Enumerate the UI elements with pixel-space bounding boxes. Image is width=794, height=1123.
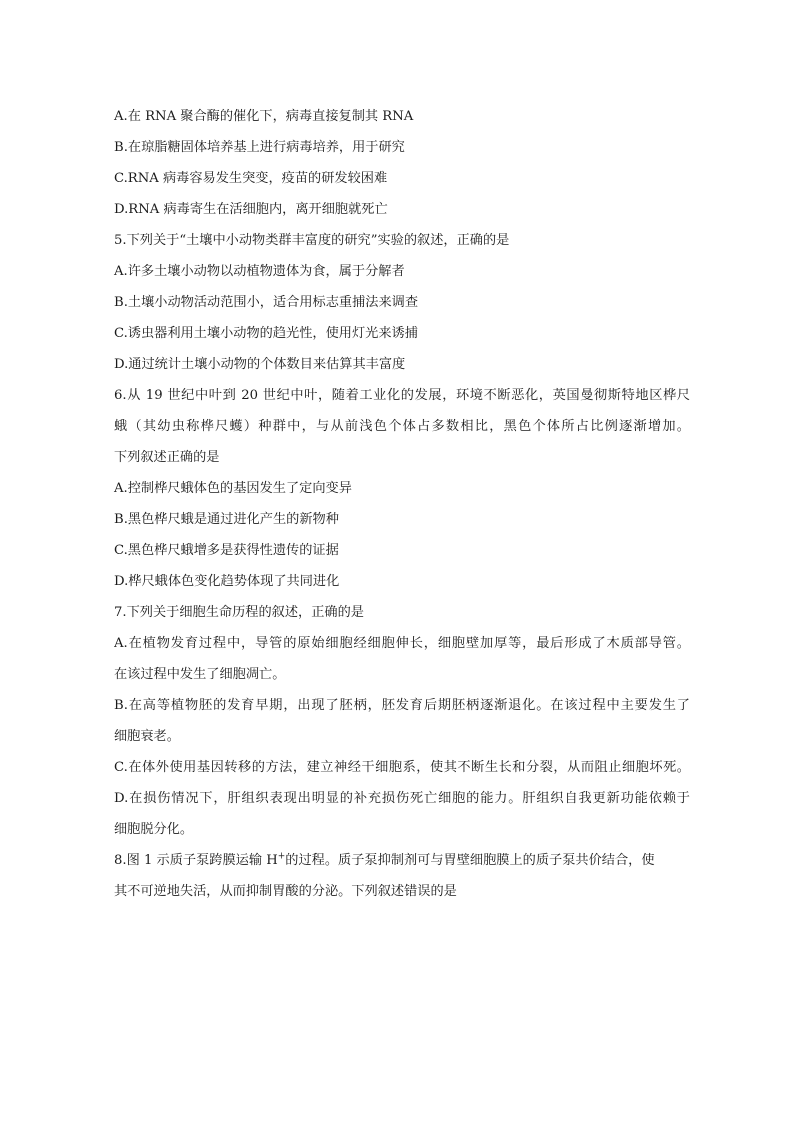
q8-stem-part2: 的过程。质子泵抑制剂可与胃壁细胞膜上的质子泵共价结合，使 <box>285 853 655 868</box>
q6-option-a: A.控制桦尺蛾体色的基因发生了定向变异 <box>114 481 352 496</box>
q6-stem-line3: 下列叙述正确的是 <box>114 450 220 465</box>
q4-option-b: B.在琼脂糖固体培养基上进行病毒培养，用于研究 <box>114 140 405 155</box>
q5-stem: 5.下列关于“土壤中小动物类群丰富度的研究”实验的叙述，正确的是 <box>114 233 510 248</box>
q7-option-a-line2: 在该过程中发生了细胞凋亡。 <box>114 667 286 682</box>
q7-option-c: C.在体外使用基因转移的方法，建立神经干细胞系，使其不断生长和分裂，从而阻止细胞坏死。 <box>114 760 690 775</box>
q6-option-b: B.黑色桦尺蛾是通过进化产生的新物种 <box>114 512 339 527</box>
q6-option-d: D.桦尺蛾体色变化趋势体现了共同进化 <box>114 574 340 589</box>
q5-option-a: A.许多土壤小动物以动植物遗体为食，属于分解者 <box>114 264 405 279</box>
q8-stem-line2: 其不可逆地失活，从而抑制胃酸的分泌。下列叙述错误的是 <box>114 884 457 899</box>
q7-option-b-line1: B.在高等植物胚的发育早期，出现了胚柄，胚发育后期胚柄逐渐退化。在该过程中主要发生了 <box>114 698 690 713</box>
q6-option-c: C.黑色桦尺蛾增多是获得性遗传的证据 <box>114 543 339 558</box>
q8-stem-part1: 8.图 1 示质子泵跨膜运输 H <box>114 853 278 868</box>
q7-option-d-line2: 细胞脱分化。 <box>114 822 194 837</box>
q7-stem: 7.下列关于细胞生命历程的叙述，正确的是 <box>114 605 364 620</box>
q4-option-d: D.RNA 病毒寄生在活细胞内，离开细胞就死亡 <box>114 202 388 217</box>
q7-option-d-line1: D.在损伤情况下，肝组织表现出明显的补充损伤死亡细胞的能力。肝组织自我更新功能依赖于 <box>114 791 690 806</box>
q4-option-a: A.在 RNA 聚合酶的催化下，病毒直接复制其 RNA <box>114 109 414 124</box>
q5-option-c: C.诱虫器利用土壤小动物的趋光性，使用灯光来诱捕 <box>114 326 418 341</box>
h-plus-superscript: + <box>277 851 286 862</box>
question-text <box>114 101 690 907</box>
q7-option-a-line1: A.在植物发育过程中，导管的原始细胞经细胞伸长，细胞壁加厚等，最后形成了木质部导管。 <box>114 636 690 651</box>
q7-option-b-line2: 细胞衰老。 <box>114 729 180 744</box>
q4-option-c: C.RNA 病毒容易发生突变，疫苗的研发较困难 <box>114 171 388 186</box>
q6-stem-line2: 蛾（其幼虫称桦尺蠖）种群中，与从前浅色个体占多数相比，黑色个体所占比例逐渐增加。 <box>114 419 690 434</box>
q5-option-b: B.土壤小动物活动范围小，适合用标志重捕法来调查 <box>114 295 419 310</box>
q6-stem-line1: 6.从 19 世纪中叶到 20 世纪中叶，随着工业化的发展，环境不断恶化，英国曼彻斯特地区桦尺 <box>114 388 690 403</box>
q8-stem-line1 <box>114 845 690 876</box>
q5-option-d: D.通过统计土壤小动物的个体数目来估算其丰富度 <box>114 357 406 372</box>
